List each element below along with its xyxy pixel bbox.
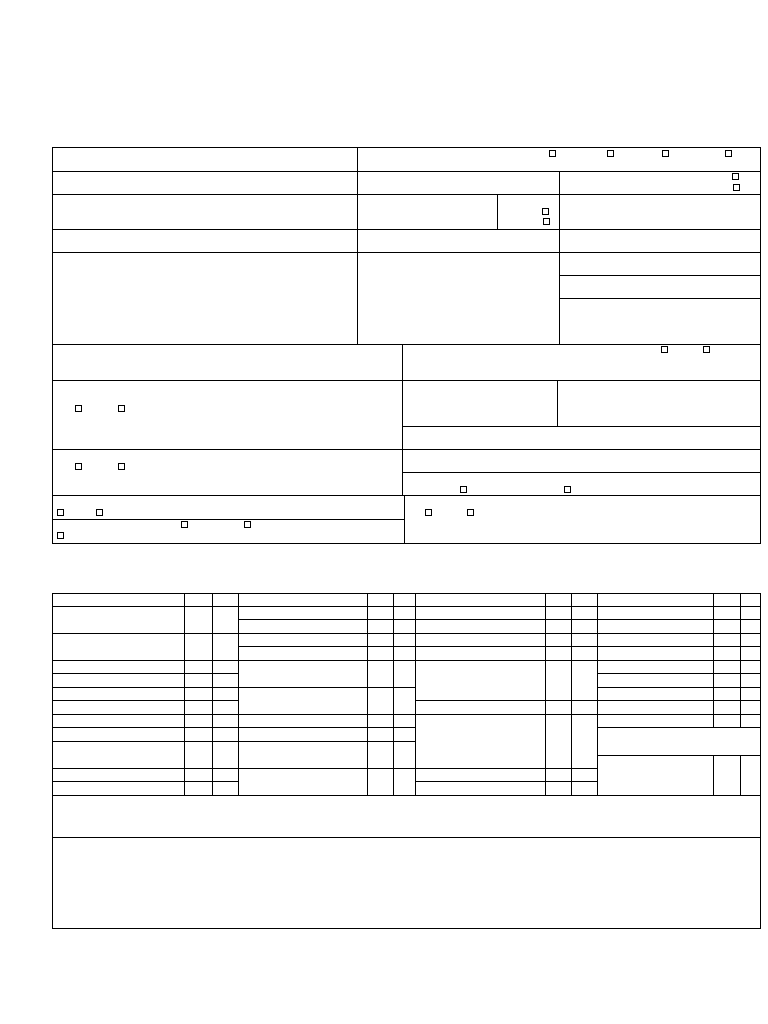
g3-row-7 xyxy=(415,714,597,715)
top-row-divider-6 xyxy=(52,380,761,381)
checkbox-row3-a[interactable] xyxy=(542,208,549,215)
grid-col-4 xyxy=(367,593,368,795)
checkbox-row11-c[interactable] xyxy=(57,532,64,539)
top-col-divider-inner xyxy=(497,194,498,229)
grid-col-2 xyxy=(212,593,213,795)
g1-row-7 xyxy=(52,714,238,715)
grid-col-6 xyxy=(415,593,416,795)
checkbox-row8-b[interactable] xyxy=(118,463,125,470)
g1-row-6 xyxy=(52,700,238,701)
mid-col-divider xyxy=(402,344,403,495)
checkbox-row2-b[interactable] xyxy=(733,184,740,191)
g2-row-9 xyxy=(238,741,415,742)
grid-col-9 xyxy=(597,593,598,795)
grid-col-10b xyxy=(713,755,714,795)
checkbox-row10-d[interactable] xyxy=(467,509,474,516)
g1-row-11 xyxy=(52,781,238,782)
checkbox-row10-a[interactable] xyxy=(57,509,64,516)
g4-row-4 xyxy=(597,646,761,647)
checkbox-row6-a[interactable] xyxy=(661,346,668,353)
g4-row-10 xyxy=(597,727,761,728)
g4-row-9 xyxy=(597,714,761,715)
g3-row-5 xyxy=(415,660,597,661)
checkbox-row1-a[interactable] xyxy=(549,150,556,157)
checkbox-row1-c[interactable] xyxy=(662,150,669,157)
lower-left-divider xyxy=(52,519,404,520)
checkbox-row10-b[interactable] xyxy=(96,509,103,516)
lower-col-divider xyxy=(404,495,405,544)
top-right-subdivider-2 xyxy=(559,298,761,299)
checkbox-row7-a[interactable] xyxy=(75,405,82,412)
grid-col-7 xyxy=(545,593,546,795)
g3-row-4 xyxy=(415,646,597,647)
g1-row-1 xyxy=(52,606,238,607)
top-right-subdivider-1 xyxy=(559,275,761,276)
g3-row-6 xyxy=(415,700,597,701)
g4-row-6 xyxy=(597,673,761,674)
g1-row-5 xyxy=(52,687,238,688)
g3-row-2 xyxy=(415,619,597,620)
g3-row-9 xyxy=(415,781,597,782)
g3-row-3 xyxy=(415,633,597,634)
g1-row-2 xyxy=(52,633,238,634)
grid-col-11b xyxy=(740,755,741,795)
g4-row-7 xyxy=(597,687,761,688)
g1-row-10 xyxy=(52,768,238,769)
g4-row-3 xyxy=(597,633,761,634)
checkbox-row11-a[interactable] xyxy=(181,521,188,528)
g2-row-1 xyxy=(238,606,415,607)
checkbox-row9-a[interactable] xyxy=(460,486,467,493)
grid-col-5 xyxy=(393,593,394,795)
g3-row-1 xyxy=(415,606,597,607)
checkbox-row10-c[interactable] xyxy=(425,509,432,516)
g2-row-10 xyxy=(238,768,415,769)
remarks-area[interactable] xyxy=(53,796,760,837)
top-col-divider-right xyxy=(559,171,560,344)
g4-row-5 xyxy=(597,660,761,661)
top-section-frame xyxy=(52,147,761,544)
g4-row-2 xyxy=(597,619,761,620)
top-row-divider-3 xyxy=(52,229,761,230)
checkbox-row9-b[interactable] xyxy=(564,486,571,493)
g1-row-3 xyxy=(52,660,238,661)
checkbox-row6-b[interactable] xyxy=(703,346,710,353)
checkbox-row8-a[interactable] xyxy=(75,463,82,470)
checkbox-row2-a[interactable] xyxy=(732,173,739,180)
g2-row-4 xyxy=(238,646,415,647)
grid-col-8 xyxy=(571,593,572,795)
checkbox-row11-b[interactable] xyxy=(244,521,251,528)
g2-row-3 xyxy=(238,633,415,634)
top-row-divider-5 xyxy=(52,344,761,345)
checkbox-row3-b[interactable] xyxy=(543,218,550,225)
g2-row-8 xyxy=(238,727,415,728)
comments-area[interactable] xyxy=(53,838,760,928)
g3-row-8 xyxy=(415,768,597,769)
top-row-divider-4 xyxy=(52,252,761,253)
checkbox-row1-b[interactable] xyxy=(607,150,614,157)
mid-right-divider-1 xyxy=(402,426,761,427)
grid-col-3 xyxy=(238,593,239,795)
g2-row-6 xyxy=(238,687,415,688)
mid-inner-col-divider xyxy=(557,380,558,426)
g1-row-9 xyxy=(52,741,238,742)
g1-row-4 xyxy=(52,673,238,674)
top-row-divider-7 xyxy=(52,495,761,496)
checkbox-row1-d[interactable] xyxy=(725,150,732,157)
g4-row-11 xyxy=(597,755,761,756)
g4-row-1 xyxy=(597,606,761,607)
mid-right-divider-3 xyxy=(402,472,761,473)
checkbox-row7-b[interactable] xyxy=(118,405,125,412)
g2-row-2 xyxy=(238,619,415,620)
g4-row-8 xyxy=(597,700,761,701)
grid-col-1 xyxy=(184,593,185,795)
mid-right-divider-2 xyxy=(402,449,761,450)
top-col-divider-main xyxy=(357,147,358,344)
g2-row-7 xyxy=(238,714,415,715)
g2-row-5 xyxy=(238,660,415,661)
top-row-divider-1 xyxy=(52,171,761,172)
g1-row-8 xyxy=(52,727,238,728)
top-row-divider-2 xyxy=(52,194,761,195)
mid-left-divider xyxy=(52,449,402,450)
